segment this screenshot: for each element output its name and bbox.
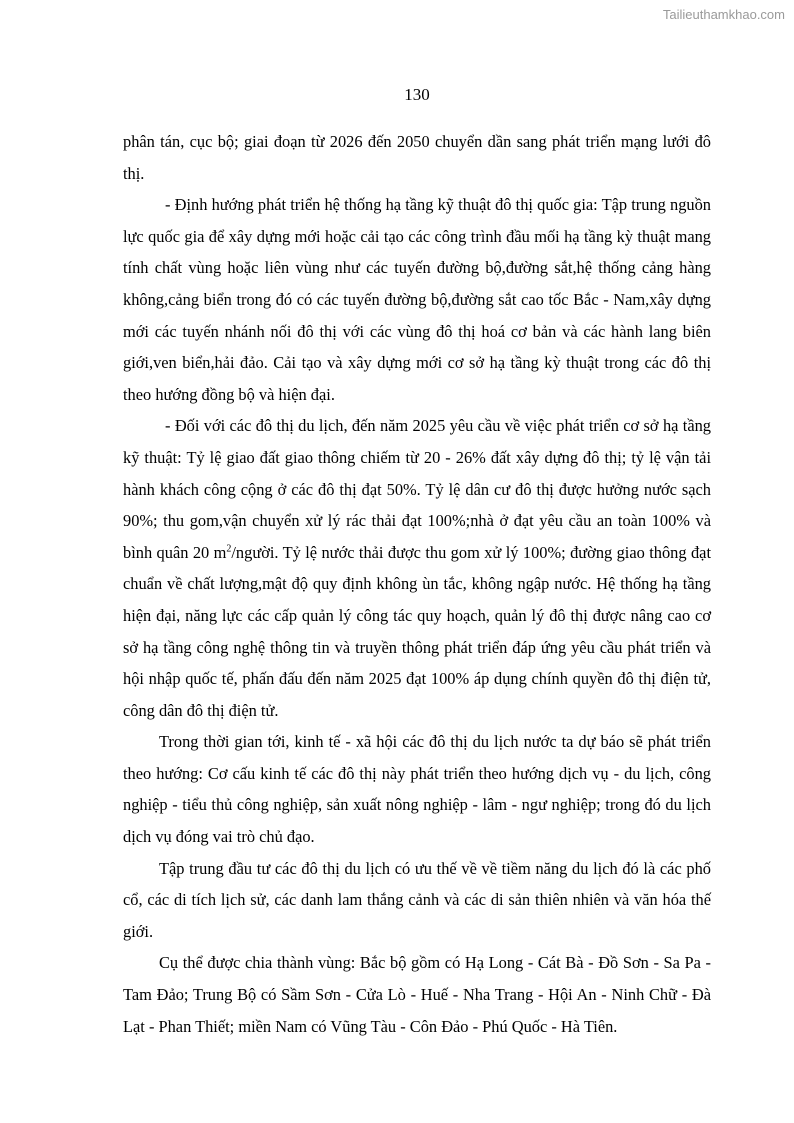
paragraph-text-part: - Đối với các đô thị du lịch, đến năm 2025 yêu cầu về việc phát triển cơ sở hạ tầng kỹ thuật: Tỷ lệ giao đất giao thông chiếm từ 20 - 26% đất xây dựng đô thị; tỷ lệ vận tải hành khách công cộng ở các đô thị đạt 50%. Tỷ lệ dân cư đô thị được hưởng nước sạch 90%; thu gom,vận chuyển xử lý rác thải đạt 100%;nhà ở đạt yêu cầu an toàn 100% và bình quân 20 m	[123, 416, 711, 562]
paragraph-investment-focus: Tập trung đầu tư các đô thị du lịch có ưu thế về về tiềm năng du lịch đó là các phố cổ, các di tích lịch sử, các danh lam thắng cảnh và các di sản thiên nhiên và văn hóa thế giới.	[123, 858, 711, 941]
paragraph-continuation: phân tán, cục bộ; giai đoạn từ 2026 đến 2050 chuyển dần sang phát triển mạng lưới đô thị.	[123, 132, 711, 183]
document-body	[123, 126, 711, 1042]
paragraph-regions: Cụ thể được chia thành vùng: Bắc bộ gồm có Hạ Long - Cát Bà - Đồ Sơn - Sa Pa - Tam Đảo; Trung Bộ có Sầm Sơn - Cửa Lò - Huế - Nha Trang - Hội An - Ninh Chữ - Đà Lạt - Phan Thiết; miền Nam có Vũng Tàu - Côn Đảo - Phú Quốc - Hà Tiên.	[123, 953, 711, 1036]
paragraph-economic-forecast: Trong thời gian tới, kinh tế - xã hội các đô thị du lịch nước ta dự báo sẽ phát triển theo hướng: Cơ cấu kinh tế các đô thị này phát triển theo hướng dịch vụ - du lịch, công nghiệp - tiểu thủ công nghiệp, sản xuất nông nghiệp - lâm - ngư nghiệp; trong đó du lịch dịch vụ đóng vai trò chủ đạo.	[123, 732, 711, 847]
paragraph-text-part: /người. Tỷ lệ nước thải được thu gom xử lý 100%; đường giao thông đạt chuẩn về chất lượng,mật độ quy định không ùn tắc, không ngập nước. Hệ thống hạ tầng hiện đại, năng lực các cấp quản lý công tác quy hoạch, quản lý đô thị được nâng cao cơ sở hạ tầng công nghệ thông tin và truyền thông phát triển đáp ứng yêu cầu phát triển và hội nhập quốc tế, phấn đấu đến năm 2025 đạt 100% áp dụng chính quyền đô thị điện tử, công dân đô thị điện tử.	[123, 542, 712, 720]
paragraph-infrastructure-orientation: - Định hướng phát triển hệ thống hạ tầng kỹ thuật đô thị quốc gia: Tập trung nguồn lực quốc gia để xây dựng mới hoặc cải tạo các công trình đầu mối hạ tầng kỳ thuật mang tính chất vùng hoặc liên vùng như các tuyến đường bộ,đường sắt,hệ thống cảng hàng không,cảng biển trong đó có các tuyến đường bộ,đường sắt cao tốc Bắc - Nam,xây dựng mới các tuyến nhánh nối đô thị với các vùng đô thị hoá cơ bản và các hành lang biên giới,ven biển,hải đảo. Cải tạo và xây dựng mới cơ sở hạ tầng kỳ thuật trong các đô thị theo hướng đồng bộ và hiện đại.	[123, 195, 711, 404]
page-number: 130	[404, 85, 430, 104]
watermark: Tailieuthamkhao.com	[662, 7, 785, 22]
superscript: 2	[226, 543, 232, 555]
paragraph-tourism-cities-2025	[123, 410, 711, 726]
